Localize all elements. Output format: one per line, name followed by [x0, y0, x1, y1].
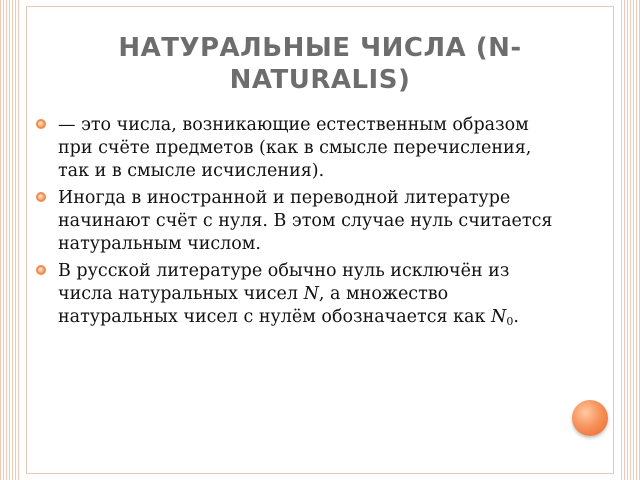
symbol-n0-subscript: 0: [506, 315, 514, 328]
bullet-text-2: Иногда в иностранной и переводной литературе начинают счёт с нуля. В этом случае нуль считается натуральным числом.: [58, 188, 553, 254]
left-stripe-border: [0, 0, 19, 480]
symbol-n: N: [303, 284, 319, 304]
bullet-text-3-before: В русской литературе обычно нуль исключён из числа натуральных чисел: [58, 261, 510, 304]
bullet-item-2: [36, 187, 556, 256]
orange-orb: [572, 400, 608, 436]
bullet-list: [36, 114, 556, 337]
bullet-circle-icon: [36, 119, 46, 129]
symbol-n0: N: [491, 307, 507, 327]
bullet-text-3-middle: , а множество натуральных чисел с нулём обозначается как: [58, 284, 491, 327]
bullet-item-1: [36, 114, 556, 183]
bullet-circle-icon: [36, 192, 46, 202]
slide-title: НАТУРАЛЬНЫЕ ЧИСЛА (N-NATURALIS): [118, 33, 522, 95]
bullet-circle-icon: [36, 265, 46, 275]
bullet-item-3: [36, 260, 556, 333]
right-stripe-border: [621, 0, 640, 480]
bullet-text-3-after: .: [513, 307, 519, 327]
bullet-text-1: — это числа, возникающие естественным образом при счёте предметов (как в смысле перечисления, так и в смысле исчисления).: [58, 115, 532, 181]
